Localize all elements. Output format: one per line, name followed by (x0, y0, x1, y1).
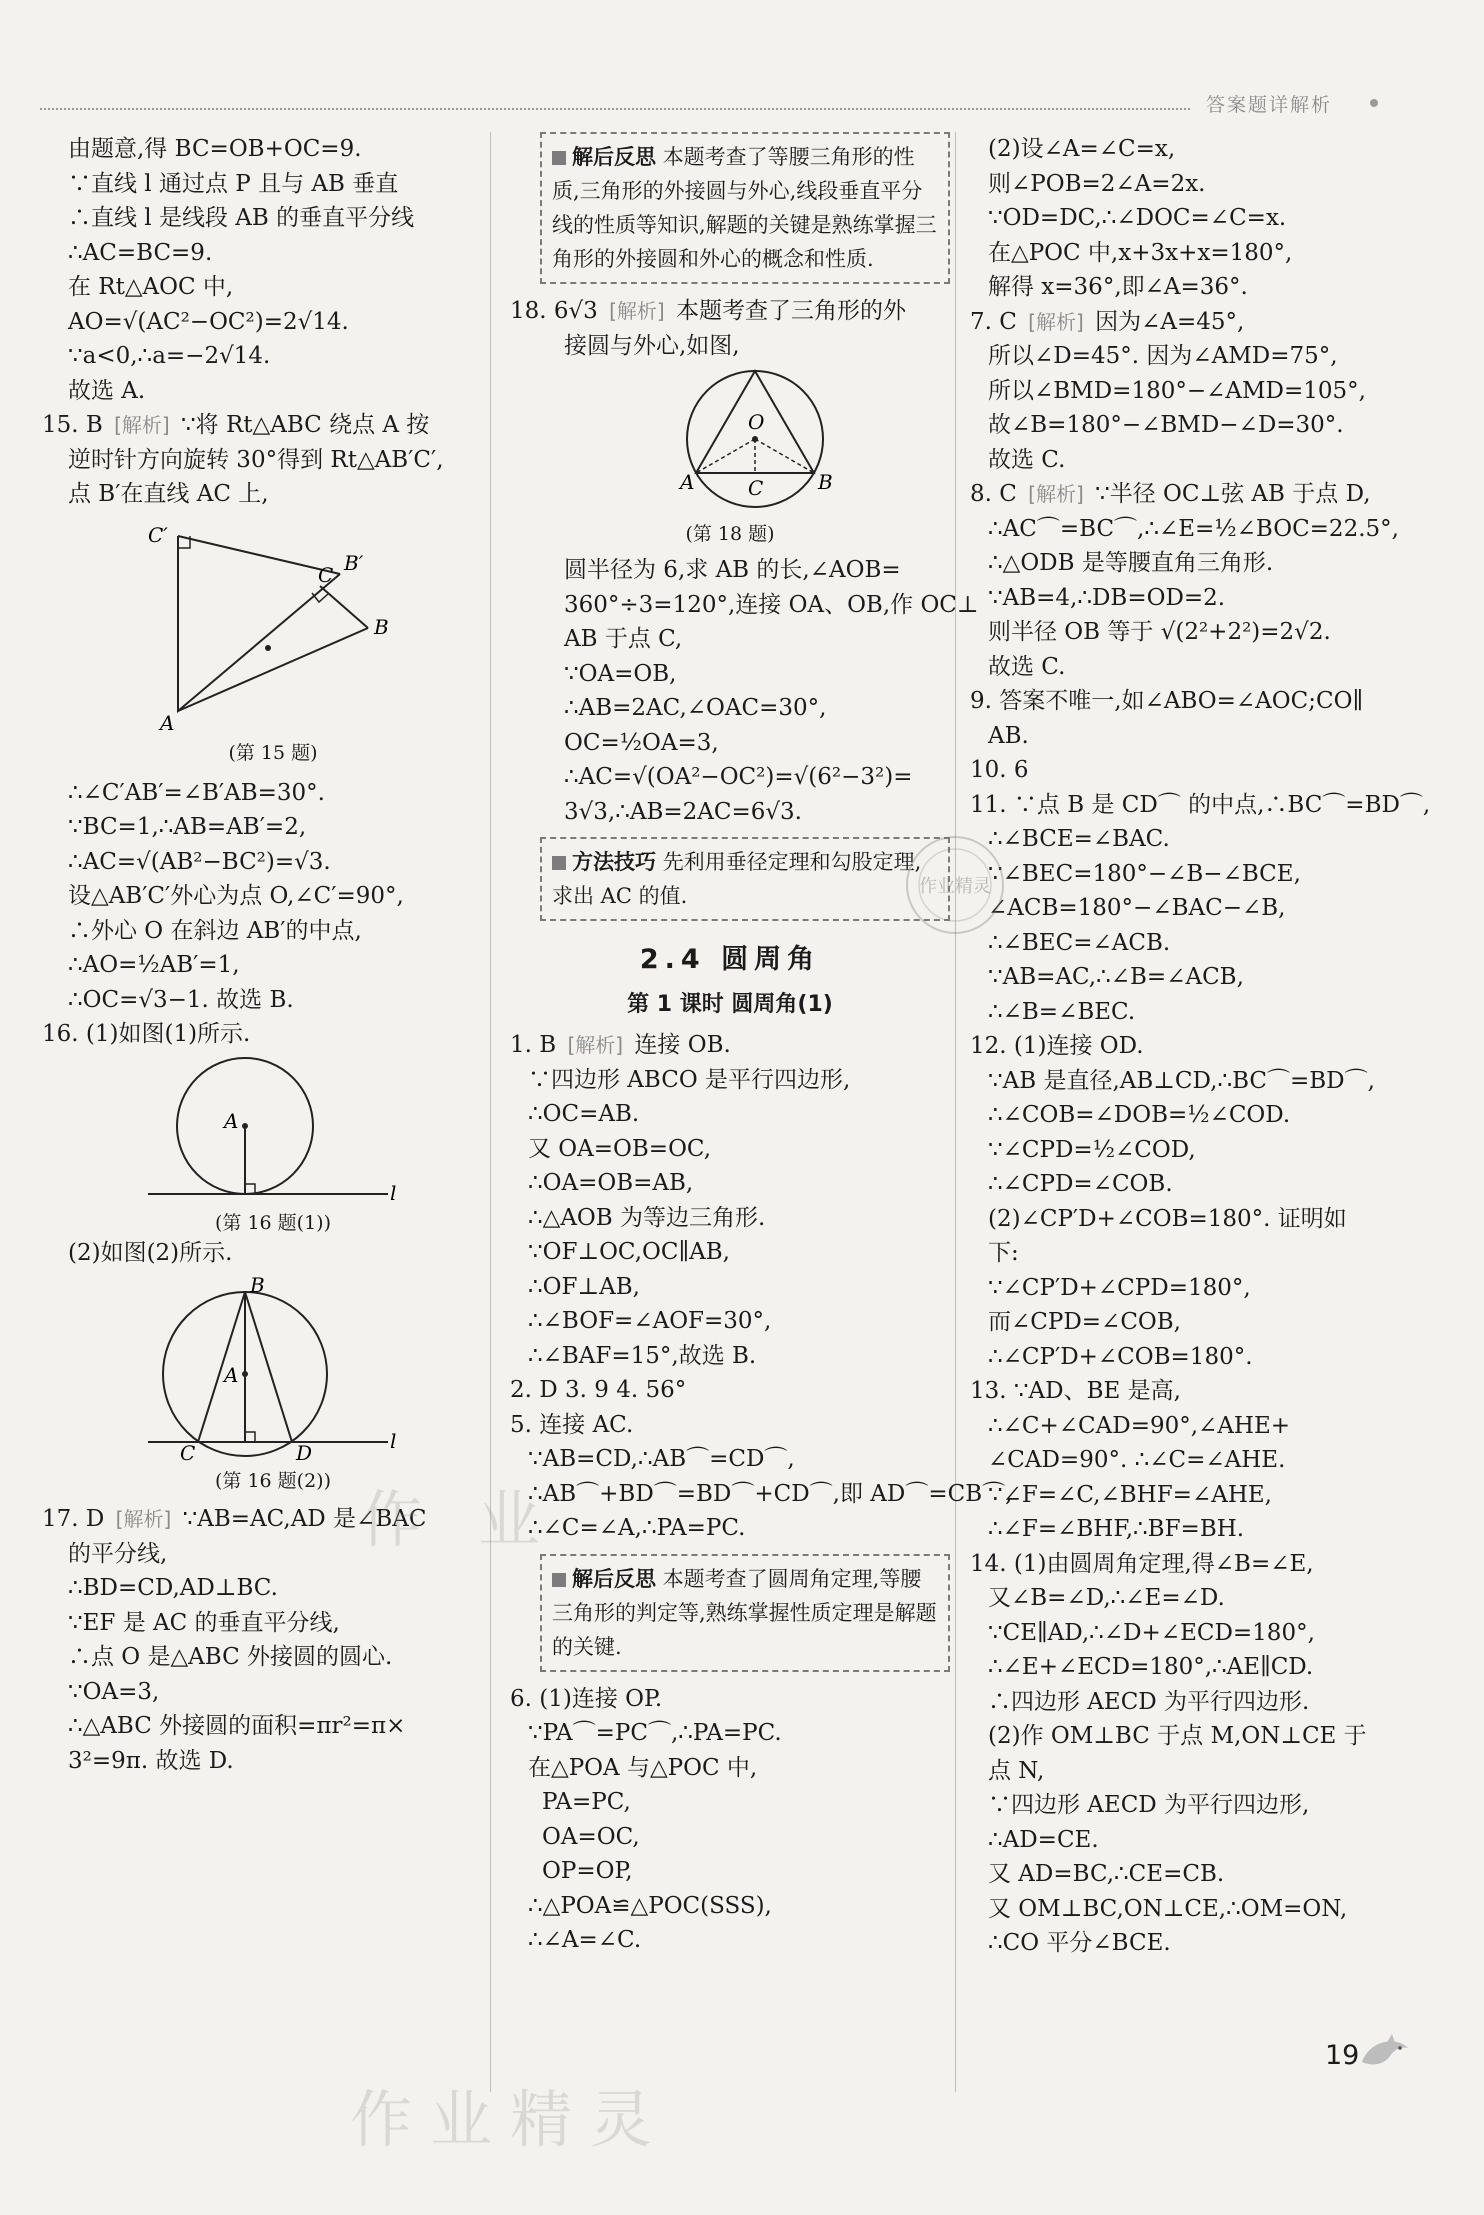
text-line: 5. 连接 AC. (510, 1411, 634, 1438)
text-line: 点 B′在直线 AC 上, (68, 481, 269, 507)
box-icon (552, 151, 566, 165)
text-line: (2)作 OM⊥BC 于点 M,ON⊥CE 于 (988, 1723, 1367, 1749)
answer-choice: 15. B (42, 412, 103, 438)
dolphin-icon (1356, 2028, 1416, 2078)
text-line: ∴AC=√(OA²−OC²)=√(6²−3²)= (564, 764, 913, 790)
text-line: ∵AB=AC,∴∠B=∠ACB, (988, 964, 1244, 990)
text-line: ∵半径 OC⊥弦 AB 于点 D, (1095, 481, 1371, 507)
text-line: 2. D 3. 9 4. 56° (510, 1377, 687, 1403)
figure-18 (590, 367, 920, 517)
figure-label: B (374, 614, 389, 639)
box-title: 解后反思 (572, 145, 656, 169)
text-line: ∴△POA≌△POC(SSS), (528, 1892, 772, 1919)
text-line: ∴∠BAF=15°,故选 B. (528, 1342, 757, 1369)
text-line: 360°÷3=120°,连接 OA、OB,作 OC⊥ (564, 591, 979, 618)
text-line: ∵OD=DC,∴∠DOC=∠C=x. (988, 205, 1287, 231)
answer-choice: 7. C (970, 308, 1017, 335)
stamp-logo (900, 830, 1010, 940)
figure-label: C′ (148, 522, 168, 547)
figure-15 (108, 516, 438, 736)
text-line: 的平分线, (68, 1540, 168, 1567)
text-line: ∵CE∥AD,∴∠D+∠ECD=180°, (988, 1619, 1315, 1646)
analysis-tag: [解析] (1028, 482, 1084, 506)
section-title: 2.4 圆周角 (639, 944, 821, 975)
text-line: 则∠POB=2∠A=2x. (988, 170, 1206, 197)
text-line: 则半径 OB 等于 √(2²+2²)=2√2. (988, 619, 1331, 645)
figure-label: D (296, 1441, 313, 1464)
figure-label: B (818, 470, 833, 494)
text-line: ∵EF 是 AC 的垂直平分线, (68, 1609, 340, 1636)
text-line: 13. ∵AD、BE 是高, (970, 1378, 1181, 1404)
text-line: ∵AB=CD,∴AB⌒=CD⌒, (528, 1446, 795, 1472)
question-7 (970, 305, 1430, 340)
answer-choice: 1. B (510, 1032, 557, 1058)
text-line: ∴AC=BC=9. (68, 239, 213, 266)
text-line: ∵BC=1,∴AB=AB′=2, (68, 814, 307, 840)
analysis-tag: [解析] (1028, 309, 1084, 334)
text-line: 圆半径为 6,求 AB 的长,∠AOB= (564, 557, 901, 583)
figure-16-2 (108, 1274, 438, 1464)
text-line: 14. (1)由圆周角定理,得∠B=∠E, (970, 1550, 1314, 1577)
method-box (540, 837, 950, 921)
analysis-tag: [解析] (115, 1507, 172, 1531)
text-line: ∴△ABC 外接圆的面积=πr²=π× (68, 1713, 406, 1739)
text-line: ∴∠B=∠BEC. (988, 998, 1136, 1025)
text-line: ∴AD=CE. (988, 1826, 1099, 1853)
header-title: 答案题详解析 (1206, 94, 1333, 116)
figure-label: l (390, 1180, 397, 1205)
text-line: AB 于点 C, (564, 626, 683, 652)
figure-label: B (250, 1274, 265, 1297)
text-line: ∴点 O 是△ABC 外接圆的圆心. (68, 1644, 393, 1670)
text-line: ∴AC⌒=BC⌒,∴∠E=½∠BOC=22.5°, (988, 515, 1399, 542)
text-line: 3√3,∴AB=2AC=6√3. (564, 798, 802, 825)
text-line: ∴OC=√3−1. 故选 B. (68, 986, 294, 1013)
text-line: ∴∠CPD=∠COB. (988, 1171, 1173, 1197)
analysis-tag: [解析] (114, 413, 170, 437)
text-line: ∴∠A=∠C. (528, 1927, 642, 1953)
text-line: ∵PA⌒=PC⌒,∴PA=PC. (528, 1720, 782, 1746)
figure-caption: (第 16 题(1)) (215, 1211, 331, 1234)
text-line: ∵a<0,∴a=−2√14. (68, 343, 271, 369)
text-line: 11. ∵点 B 是 CD⌒ 的中点,∴BC⌒=BD⌒, (970, 791, 1431, 818)
text-line: ∴∠COB=∠DOB=½∠COD. (988, 1102, 1291, 1128)
text-line: ∵∠F=∠C,∠BHF=∠AHE, (988, 1481, 1272, 1508)
reflection-box (540, 132, 950, 284)
figure-label: A (224, 1363, 239, 1387)
text-line: AB. (988, 722, 1029, 749)
figure-label: C (180, 1441, 196, 1464)
text-line: PA=PC, (542, 1789, 631, 1815)
text-line: ∴△AOB 为等边三角形. (528, 1204, 766, 1231)
text-line: ∴OC=AB. (528, 1101, 640, 1127)
text-line: 解得 x=36°,即∠A=36°. (988, 274, 1248, 300)
page-number: 19 (1325, 2040, 1360, 2071)
watermark: 作业精灵 (350, 2083, 671, 2156)
figure-label: A (160, 710, 175, 735)
text-line: ∴AB=2AC,∠OAC=30°, (564, 695, 827, 721)
text-line: 12. (1)连接 OD. (970, 1033, 1144, 1059)
text-line: ∴AB⌒+BD⌒=BD⌒+CD⌒,即 AD⌒=CB⌒, (528, 1480, 1013, 1507)
stamp-text: 作业精灵 (919, 876, 991, 897)
text-line: ∴△ODB 是等腰直角三角形. (988, 550, 1274, 576)
text-line: 10. 6 (970, 757, 1029, 783)
answer-choice: 8. C (970, 481, 1017, 507)
text-line: 点 N, (988, 1757, 1045, 1784)
text-line: 下: (988, 1240, 1019, 1266)
box-icon (552, 856, 566, 870)
text-line: ∠ACB=180°−∠BAC−∠B, (988, 895, 1286, 921)
text-line: 连接 OB. (634, 1032, 731, 1058)
figure-caption: (第 16 题(2)) (215, 1470, 331, 1492)
text-line: AO=√(AC²−OC²)=2√14. (68, 308, 349, 335)
figure-label: A (680, 470, 695, 494)
figure-caption: (第 15 题) (228, 741, 318, 764)
text-line: ∴∠BEC=∠ACB. (988, 929, 1171, 956)
text-line: 设△AB′C′外心为点 O,∠C′=90°, (68, 883, 404, 909)
text-line: 又 AD=BC,∴CE=CB. (988, 1861, 1225, 1887)
text-line: 由题意,得 BC=OB+OC=9. (68, 136, 362, 162)
reflection-box (540, 1554, 950, 1672)
text-line: ∵四边形 AECD 为平行四边形, (988, 1792, 1310, 1818)
box-title: 方法技巧 (572, 850, 656, 874)
figure-label: O (748, 410, 765, 434)
text-line: ∠CAD=90°. ∴∠C=∠AHE. (988, 1447, 1286, 1473)
text-line: 9. 答案不唯一,如∠ABO=∠AOC;CO∥ (970, 688, 1364, 714)
text-line: ∵AB 是直径,AB⊥CD,∴BC⌒=BD⌒, (988, 1067, 1375, 1094)
text-line: ∵AB=4,∴DB=OD=2. (988, 584, 1226, 611)
text-line: OA=OC, (542, 1823, 640, 1850)
figure-label: A (224, 1108, 239, 1133)
text-line: 故∠B=180°−∠BMD−∠D=30°. (988, 412, 1344, 438)
text-line: ∵OA=OB, (564, 660, 677, 687)
text-line: ∵AB=AC,AD 是∠BAC (182, 1506, 427, 1532)
figure-label: C (318, 562, 334, 587)
header-dot (1370, 99, 1378, 107)
text-line: ∴OA=OB=AB, (528, 1170, 694, 1196)
text-line: ∴直线 l 是线段 AB 的垂直平分线 (68, 205, 415, 231)
question-1 (510, 1028, 950, 1063)
text-line: ∴外心 O 在斜边 AB′的中点, (68, 917, 362, 944)
text-line: OP=OP, (542, 1858, 633, 1884)
box-text: 本题考查了等腰三角形的性质,三角形的外接圆与外心,线段垂直平分线的性质等知识,解题的关键是熟练掌握三角形的外接圆和外心的概念和性质. (552, 145, 937, 271)
question-8 (970, 477, 1430, 512)
text-line: ∴BD=CD,AD⊥BC. (68, 1575, 278, 1601)
text-line: ∴∠C=∠A,∴PA=PC. (528, 1515, 746, 1541)
text-line: ∴∠E+∠ECD=180°,∴AE∥CD. (988, 1654, 1314, 1680)
text-line: (2)设∠A=∠C=x, (988, 136, 1176, 162)
text-line: 接圆与外心,如图, (564, 332, 740, 359)
box-title: 解后反思 (572, 1566, 656, 1591)
analysis-tag: [解析] (567, 1033, 624, 1057)
analysis-tag: [解析] (609, 299, 665, 323)
text-line: ∴AC=√(AB²−BC²)=√3. (68, 848, 331, 875)
figure-label: C (748, 476, 764, 500)
text-line: ∴∠CP′D+∠COB=180°. (988, 1343, 1253, 1370)
figure-16-1 (108, 1056, 438, 1206)
text-line: 3²=9π. 故选 D. (68, 1747, 234, 1774)
text-line: (2)如图(2)所示. (68, 1239, 233, 1266)
answer-choice: 17. D (42, 1506, 105, 1532)
text-line: 逆时针方向旋转 30°得到 Rt△AB′C′, (68, 446, 444, 473)
text-line: ∵∠BEC=180°−∠B−∠BCE, (988, 860, 1301, 887)
lesson-title: 第 1 课时 圆周角(1) (627, 991, 833, 1017)
text-line: ∵∠CPD=½∠COD, (988, 1136, 1196, 1163)
figure-label: l (390, 1429, 397, 1453)
text-line: 所以∠BMD=180°−∠AMD=105°, (988, 377, 1366, 404)
box-icon (552, 1573, 566, 1587)
text-line: ∵OA=3, (68, 1678, 160, 1705)
text-line: ∴OF⊥AB, (528, 1273, 640, 1300)
text-line: 又∠B=∠D,∴∠E=∠D. (988, 1585, 1225, 1611)
text-line: 在 Rt△AOC 中, (68, 274, 234, 300)
text-line: ∴∠BOF=∠AOF=30°, (528, 1308, 772, 1334)
text-line: 因为∠A=45°, (1095, 308, 1245, 335)
text-line: 又 OM⊥BC,ON⊥CE,∴OM=ON, (988, 1895, 1348, 1922)
text-line: 故选 A. (68, 377, 146, 404)
text-line: ∴∠C+∠CAD=90°,∠AHE+ (988, 1412, 1291, 1439)
text-line: ∵∠CP′D+∠CPD=180°, (988, 1274, 1251, 1301)
text-line: 所以∠D=45°. 因为∠AMD=75°, (988, 343, 1338, 369)
text-line: 在△POC 中,x+3x+x=180°, (988, 239, 1293, 266)
text-line: ∴∠F=∠BHF,∴BF=BH. (988, 1516, 1245, 1542)
text-line: ∵直线 l 通过点 P 且与 AB 垂直 (68, 170, 399, 197)
text-line: ∴AO=½AB′=1, (68, 952, 240, 978)
text-line: (2)∠CP′D+∠COB=180°. 证明如 (988, 1205, 1347, 1232)
text-line: ∴CO 平分∠BCE. (988, 1930, 1171, 1956)
text-line: 16. (1)如图(1)所示. (42, 1021, 251, 1047)
text-line: ∴∠C′AB′=∠B′AB=30°. (68, 779, 325, 806)
watermark: 作 业 (360, 1483, 558, 1556)
answer-value: 18. 6√3 (510, 298, 598, 324)
text-line: ∵四边形 ABCO 是平行四边形, (528, 1066, 851, 1093)
text-line: ∵将 Rt△ABC 绕点 A 按 (181, 412, 430, 438)
text-line: 故选 C. (988, 653, 1066, 680)
text-line: ∴四边形 AECD 为平行四边形. (988, 1688, 1310, 1715)
header-rule (40, 108, 1190, 110)
text-line: 6. (1)连接 OP. (510, 1685, 663, 1712)
text-line: 故选 C. (988, 446, 1066, 473)
text-line: 而∠CPD=∠COB, (988, 1309, 1181, 1335)
box-text: 先利用垂径定理和勾股定理,求出 AC 的值. (552, 850, 922, 908)
column-divider (955, 132, 956, 2092)
text-line: OC=½OA=3, (564, 729, 719, 756)
figure-caption: (第 18 题) (685, 523, 775, 545)
column-3 (970, 132, 1430, 1961)
text-line: 本题考查了三角形的外 (676, 298, 907, 324)
column-divider (490, 132, 491, 2092)
question-18 (510, 294, 950, 329)
figure-label: B′ (344, 550, 364, 575)
question-15 (42, 408, 478, 443)
box-text: 本题考查了圆周角定理,等腰三角形的判定等,熟练掌握性质定理是解题的关键. (552, 1566, 937, 1659)
text-line: ∴∠BCE=∠BAC. (988, 826, 1170, 852)
text-line: 又 OA=OB=OC, (528, 1135, 712, 1162)
text-line: 在△POA 与△POC 中, (528, 1754, 758, 1781)
text-line: ∵OF⊥OC,OC∥AB, (528, 1239, 730, 1265)
